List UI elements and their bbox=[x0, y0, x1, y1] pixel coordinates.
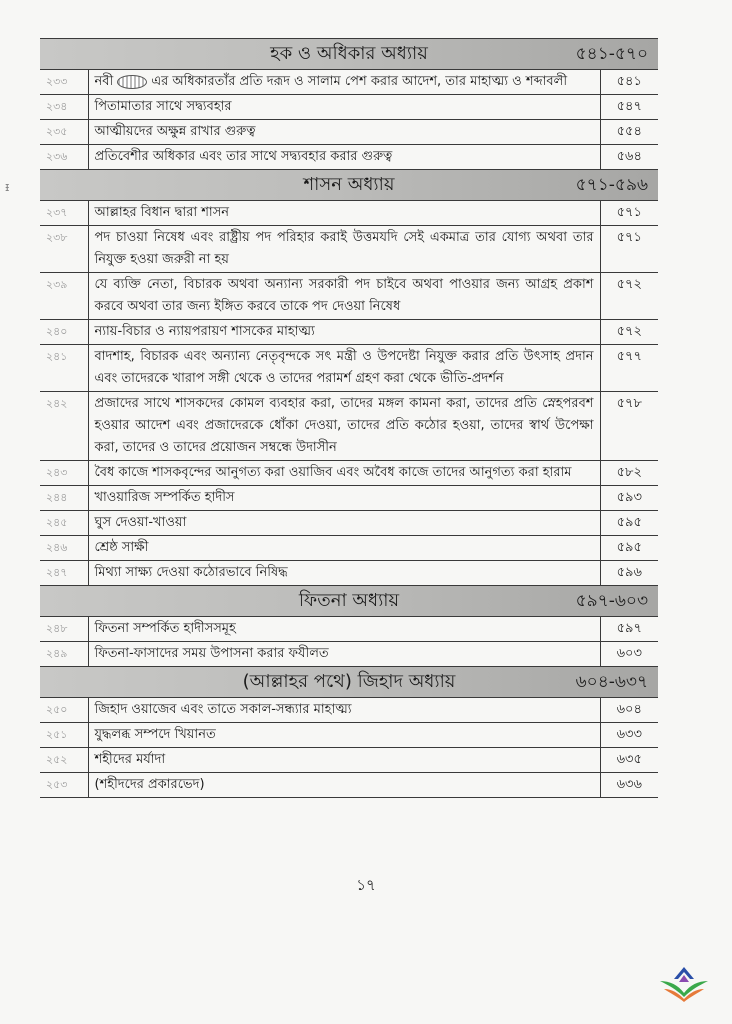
chapter-page-range: ৫৭১-৫৯৬ bbox=[575, 175, 649, 195]
entry-title: পিতামাতার সাথে সদ্ব্যবহার bbox=[94, 99, 232, 114]
salutation-seal-icon bbox=[117, 75, 147, 89]
entry-page-number: ৬৩৩ bbox=[600, 723, 658, 748]
entry-title: ন্যায়-বিচার ও ন্যায়পরায়ণ শাসকের মাহাত্ম্য bbox=[94, 324, 315, 339]
entry-title: আল্লাহর বিধান দ্বারা শাসন bbox=[94, 205, 230, 220]
entry-title-cell bbox=[88, 392, 600, 461]
toc-entry-row[interactable] bbox=[40, 392, 658, 461]
toc-entry-row[interactable] bbox=[40, 95, 658, 120]
entry-number: ২৪৭ bbox=[40, 561, 88, 586]
table-of-contents bbox=[40, 38, 658, 798]
entry-number: ২৪২ bbox=[40, 392, 88, 461]
toc-entry-row[interactable] bbox=[40, 698, 658, 723]
entry-title-cell bbox=[88, 226, 600, 273]
entry-title-cell bbox=[88, 511, 600, 536]
entry-title-cell bbox=[88, 617, 600, 642]
toc-entry-row[interactable] bbox=[40, 461, 658, 486]
entry-title: জিহাদ ওয়াজেব এবং তাতে সকাল-সন্ধ্যার মাহাত্ম্য bbox=[94, 702, 352, 717]
entry-number: ২৪৫ bbox=[40, 511, 88, 536]
entry-number: ২৩৯ bbox=[40, 273, 88, 320]
margin-mark: ᵻ bbox=[5, 180, 10, 194]
entry-number: ২৪৬ bbox=[40, 536, 88, 561]
entry-page-number: ৫৬৪ bbox=[600, 145, 658, 170]
entry-number: ২৫১ bbox=[40, 723, 88, 748]
entry-page-number: ৫৭৮ bbox=[600, 392, 658, 461]
publisher-logo-icon bbox=[656, 965, 712, 1005]
toc-entry-row[interactable] bbox=[40, 320, 658, 345]
entry-number: ২৫২ bbox=[40, 748, 88, 773]
entry-page-number: ৬০৪ bbox=[600, 698, 658, 723]
entry-title-cell bbox=[88, 70, 600, 95]
toc-entry-row[interactable] bbox=[40, 201, 658, 226]
entry-number: ২৪৯ bbox=[40, 642, 88, 667]
entry-title: শহীদের মর্যাদা bbox=[94, 752, 166, 767]
entry-title: খাওয়ারিজ সম্পর্কিত হাদীস bbox=[94, 490, 235, 505]
chapter-page-range: ৫৯৭-৬০৩ bbox=[575, 591, 649, 611]
entry-page-number: ৬৩৫ bbox=[600, 748, 658, 773]
entry-page-number: ৫৭২ bbox=[600, 320, 658, 345]
toc-entry-row[interactable] bbox=[40, 226, 658, 273]
entry-number: ২৪৪ bbox=[40, 486, 88, 511]
entry-page-number: ৫৫৪ bbox=[600, 120, 658, 145]
entry-number: ২৩৪ bbox=[40, 95, 88, 120]
chapter-title: হক ও অধিকার অধ্যায় bbox=[270, 43, 428, 64]
entry-title-cell bbox=[88, 320, 600, 345]
entry-title: বৈধ কাজে শাসকবৃন্দের আনুগত্য করা ওয়াজিব এবং অবৈধ কাজে তাদের আনুগত্য করা হারাম bbox=[94, 465, 572, 480]
chapter-header bbox=[40, 586, 658, 617]
entry-title-cell bbox=[88, 486, 600, 511]
chapter-page-range: ৬০৪-৬৩৭ bbox=[575, 672, 649, 692]
entry-title: ফিতনা সম্পর্কিত হাদীসসমূহ bbox=[94, 621, 236, 636]
entry-number: ২৪০ bbox=[40, 320, 88, 345]
toc-entry-row[interactable] bbox=[40, 70, 658, 95]
toc-entry-row[interactable] bbox=[40, 748, 658, 773]
chapter-header-content bbox=[50, 39, 648, 69]
entry-number: ২৩৮ bbox=[40, 226, 88, 273]
entry-number: ২৫০ bbox=[40, 698, 88, 723]
chapter-header bbox=[40, 170, 658, 201]
entry-title-cell bbox=[88, 120, 600, 145]
entry-title: আত্মীয়দের অক্ষুন্ন রাখার গুরুত্ব bbox=[94, 124, 256, 139]
chapter-header-cell bbox=[40, 39, 658, 70]
entry-title-cell bbox=[88, 201, 600, 226]
entry-page-number: ৫৯৫ bbox=[600, 511, 658, 536]
toc-entry-row[interactable] bbox=[40, 642, 658, 667]
entry-page-number: ৫৯৬ bbox=[600, 561, 658, 586]
toc-entry-row[interactable] bbox=[40, 345, 658, 392]
chapter-title: ফিতনা অধ্যায় bbox=[298, 590, 400, 611]
entry-title-cell bbox=[88, 723, 600, 748]
chapter-header-content bbox=[50, 170, 648, 200]
toc-entry-row[interactable] bbox=[40, 145, 658, 170]
entry-title-prefix: নবী bbox=[94, 74, 114, 89]
entry-title: প্রজাদের সাথে শাসকদের কোমল ব্যবহার করা, তাদের মঙ্গল কামনা করা, তাদের প্রতি স্নেহপরবশ হওয়ার আদেশ এবং প্রজাদেরকে ধোঁকা দেওয়া, তাদের প্রতি কঠোর হওয়া, তাদের স্বার্থ উপেক্ষা করা, তাদের ও তাদের প্রয়োজন সম্বন্ধে উদাসীন bbox=[94, 396, 594, 455]
entry-title-cell bbox=[88, 561, 600, 586]
entry-number: ২৪৩ bbox=[40, 461, 88, 486]
entry-title-cell bbox=[88, 345, 600, 392]
chapter-header-content bbox=[50, 586, 648, 616]
toc-entry-row[interactable] bbox=[40, 120, 658, 145]
entry-title-cell bbox=[88, 536, 600, 561]
chapter-title: (আল্লাহর পথে) জিহাদ অধ্যায় bbox=[242, 671, 456, 692]
toc-entry-row[interactable] bbox=[40, 511, 658, 536]
entry-number: ২৪১ bbox=[40, 345, 88, 392]
chapter-header-cell bbox=[40, 170, 658, 201]
entry-title-cell bbox=[88, 748, 600, 773]
entry-title-cell bbox=[88, 95, 600, 120]
entry-title-cell bbox=[88, 145, 600, 170]
entry-number: ২৩৬ bbox=[40, 145, 88, 170]
page-number: ১৭ bbox=[356, 876, 376, 894]
entry-title: এর অধিকারতাঁর প্রতি দরূদ ও সালাম পেশ করার আদেশ, তার মাহাত্ম্য ও শব্দাবলী bbox=[151, 74, 568, 89]
toc-entry-row[interactable] bbox=[40, 536, 658, 561]
entry-title: ফিতনা-ফাসাদের সময় উপাসনা করার ফযীলত bbox=[94, 646, 329, 661]
entry-page-number: ৬৩৬ bbox=[600, 773, 658, 798]
entry-title-cell bbox=[88, 461, 600, 486]
toc-entry-row[interactable] bbox=[40, 723, 658, 748]
entry-page-number: ৫৭১ bbox=[600, 201, 658, 226]
chapter-header-cell bbox=[40, 667, 658, 698]
entry-page-number: ৫৯৫ bbox=[600, 536, 658, 561]
entry-page-number: ৫৭২ bbox=[600, 273, 658, 320]
entry-number: ২৩৭ bbox=[40, 201, 88, 226]
entry-title: যুদ্ধলব্ধ সম্পদে খিয়ানত bbox=[94, 727, 216, 742]
entry-title-cell bbox=[88, 273, 600, 320]
entry-page-number: ৫৭৭ bbox=[600, 345, 658, 392]
chapter-page-range: ৫৪১-৫৭০ bbox=[575, 44, 649, 64]
toc-entry-row[interactable] bbox=[40, 773, 658, 798]
entry-title-cell bbox=[88, 642, 600, 667]
toc-entry-row[interactable] bbox=[40, 273, 658, 320]
entry-title: বাদশাহ, বিচারক এবং অন্যান্য নেতৃবৃন্দকে সৎ মন্ত্রী ও উপদেষ্টা নিযুক্ত করার প্রতি উৎসাহ প্রদান এবং তাদেরকে খারাপ সঙ্গী থেকে ও তাদের পরামর্শ গ্রহণ করা থেকে ভীতি-প্রদর্শন bbox=[94, 349, 594, 386]
entry-page-number: ৫৯৭ bbox=[600, 617, 658, 642]
chapter-header-cell bbox=[40, 586, 658, 617]
toc-entry-row[interactable] bbox=[40, 561, 658, 586]
entry-number: ২৪৮ bbox=[40, 617, 88, 642]
toc-entry-row[interactable] bbox=[40, 617, 658, 642]
chapter-header bbox=[40, 39, 658, 70]
entry-number: ২৩৫ bbox=[40, 120, 88, 145]
entry-title: প্রতিবেশীর অধিকার এবং তার সাথে সদ্ব্যবহার করার গুরুত্ব bbox=[94, 149, 393, 164]
entry-page-number: ৫৯৩ bbox=[600, 486, 658, 511]
entry-number: ২৫৩ bbox=[40, 773, 88, 798]
entry-number: ২৩৩ bbox=[40, 70, 88, 95]
entry-page-number: ৫৪৭ bbox=[600, 95, 658, 120]
entry-page-number: ৬০৩ bbox=[600, 642, 658, 667]
chapter-title: শাসন অধ্যায় bbox=[303, 174, 395, 195]
chapter-header-content bbox=[50, 667, 648, 697]
entry-title: ঘুস দেওয়া-খাওয়া bbox=[94, 515, 187, 530]
entry-title-cell bbox=[88, 773, 600, 798]
entry-title-cell bbox=[88, 698, 600, 723]
toc-table bbox=[40, 38, 658, 798]
entry-title: মিথ্যা সাক্ষ্য দেওয়া কঠোরভাবে নিষিদ্ধ bbox=[94, 565, 288, 580]
entry-title: যে ব্যক্তি নেতা, বিচারক অথবা অন্যান্য সরকারী পদ চাইবে অথবা পাওয়ার জন্য আগ্রহ প্রকাশ করবে অথবা তার জন্য ইঙ্গিত করবে তাকে পদ দেওয়া নিষেধ bbox=[94, 277, 594, 314]
chapter-header bbox=[40, 667, 658, 698]
entry-page-number: ৫৮২ bbox=[600, 461, 658, 486]
entry-title: (শহীদদের প্রকারভেদ) bbox=[94, 777, 205, 792]
entry-title: পদ চাওয়া নিষেধ এবং রাষ্ট্রীয় পদ পরিহার করাই উত্তমযদি সেই একমাত্র তার যোগ্য অথবা তার নিযুক্ত হওয়া জরুরী না হয় bbox=[94, 230, 594, 267]
entry-page-number: ৫৪১ bbox=[600, 70, 658, 95]
entry-page-number: ৫৭১ bbox=[600, 226, 658, 273]
toc-entry-row[interactable] bbox=[40, 486, 658, 511]
entry-title: শ্রেষ্ঠ সাক্ষী bbox=[94, 540, 149, 555]
